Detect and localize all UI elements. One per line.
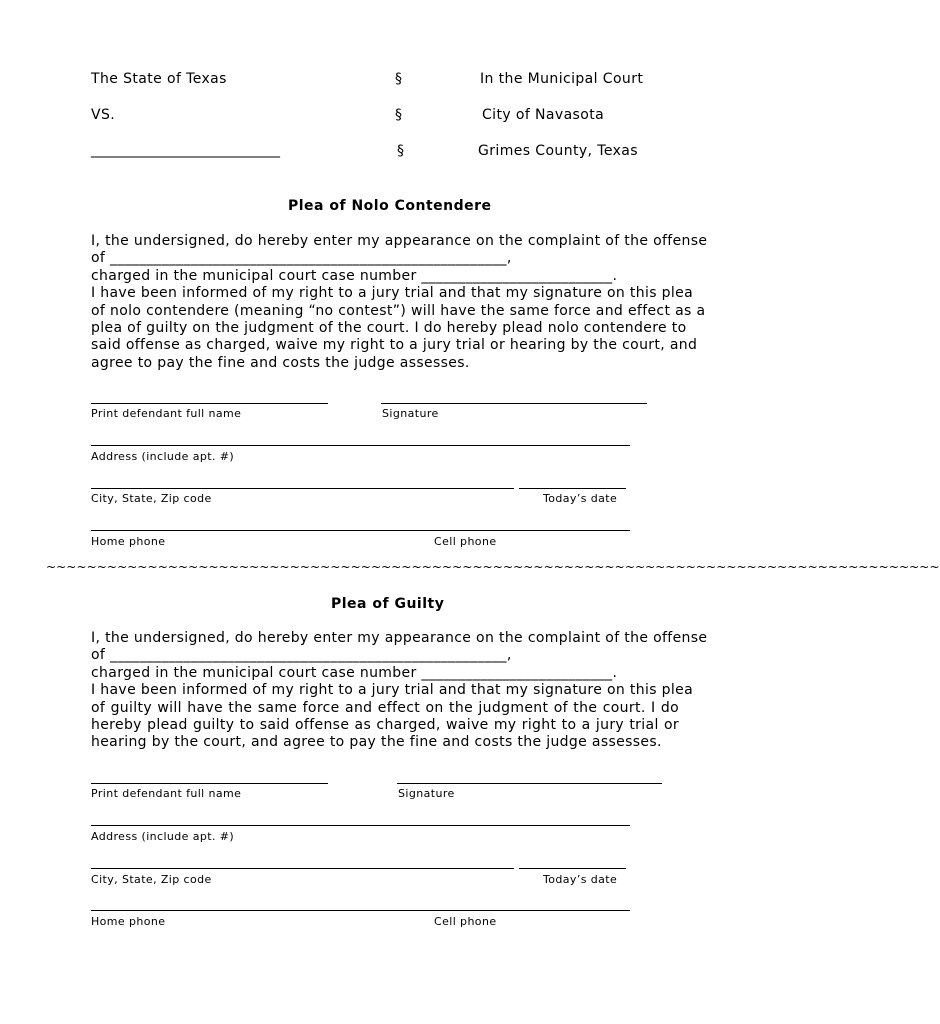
city-state-zip-label: City, State, Zip code (91, 873, 212, 886)
nolo-title: Plea of Nolo Contendere (288, 198, 492, 214)
address-label: Address (include apt. #) (91, 450, 235, 463)
print-name-field[interactable] (91, 783, 328, 784)
address-label: Address (include apt. #) (91, 830, 235, 843)
signature-field[interactable] (397, 783, 662, 784)
guilty-title: Plea of Guilty (331, 596, 445, 612)
address-field[interactable] (91, 825, 630, 826)
phone-field[interactable] (91, 910, 630, 911)
todays-date-field[interactable] (519, 488, 626, 489)
caption-city: City of Navasota (482, 107, 605, 123)
nolo-statement (91, 233, 707, 372)
statement-line: of guilty will have the same force and effect on the judgment of the court. I do (91, 699, 679, 716)
statement-line: of nolo contendere (meaning “no contest”) will have the same force and effect as a (91, 302, 706, 319)
home-phone-label: Home phone (91, 915, 166, 928)
signature-label: Signature (398, 787, 455, 800)
statement-line: of ______________________________________________________, (91, 250, 512, 267)
print-name-label: Print defendant full name (91, 407, 242, 420)
print-name-label: Print defendant full name (91, 787, 242, 800)
city-state-zip-field[interactable] (91, 488, 514, 489)
signature-label: Signature (382, 407, 439, 420)
caption-state: The State of Texas (91, 71, 227, 87)
caption-court: In the Municipal Court (480, 71, 644, 87)
phone-field[interactable] (91, 530, 630, 531)
statement-line: said offense as charged, waive my right to a jury trial or hearing by the court, and (91, 337, 698, 354)
statement-line: agree to pay the fine and costs the judge assesses. (91, 354, 470, 371)
guilty-statement (91, 630, 707, 752)
statement-line: charged in the municipal court case number __________________________. (91, 267, 618, 284)
caption-versus: VS. (91, 107, 116, 123)
city-state-zip-label: City, State, Zip code (91, 492, 212, 505)
todays-date-label: Today’s date (543, 492, 618, 505)
todays-date-label: Today’s date (543, 873, 618, 886)
statement-line: hereby plead guilty to said offense as charged, waive my right to a jury trial or (91, 717, 679, 734)
caption-section-symbol: § (397, 143, 405, 159)
statement-line: I have been informed of my right to a jury trial and that my signature on this plea (91, 682, 694, 699)
caption-section-symbol: § (395, 71, 403, 87)
city-state-zip-field[interactable] (91, 868, 514, 869)
section-separator: ~~~~~~~~~~~~~~~~~~~~~~~~~~~~~~~~~~~~~~~~~~~~~~~~~~~~~~~~~~~~~~~~~~~~~~~~~~~~~~~~~~~~~~~~ (46, 560, 940, 574)
print-name-field[interactable] (91, 403, 328, 404)
caption-section-symbol: § (395, 107, 403, 123)
statement-line: of ______________________________________________________, (91, 647, 512, 664)
statement-line: hearing by the court, and agree to pay the fine and costs the judge assesses. (91, 734, 662, 751)
statement-line: I, the undersigned, do hereby enter my appearance on the complaint of the offense (91, 630, 708, 646)
signature-field[interactable] (381, 403, 647, 404)
cell-phone-label: Cell phone (434, 915, 497, 928)
caption-defendant-blank: ___________________________ (91, 142, 280, 158)
caption-county: Grimes County, Texas (478, 143, 638, 159)
statement-line: charged in the municipal court case number __________________________. (91, 664, 618, 681)
cell-phone-label: Cell phone (434, 535, 497, 548)
todays-date-field[interactable] (519, 868, 626, 869)
address-field[interactable] (91, 445, 630, 446)
statement-line: I have been informed of my right to a jury trial and that my signature on this plea (91, 285, 694, 302)
statement-line: I, the undersigned, do hereby enter my appearance on the complaint of the offense (91, 233, 708, 249)
statement-line: plea of guilty on the judgment of the court. I do hereby plead nolo contendere to (91, 320, 687, 337)
home-phone-label: Home phone (91, 535, 166, 548)
